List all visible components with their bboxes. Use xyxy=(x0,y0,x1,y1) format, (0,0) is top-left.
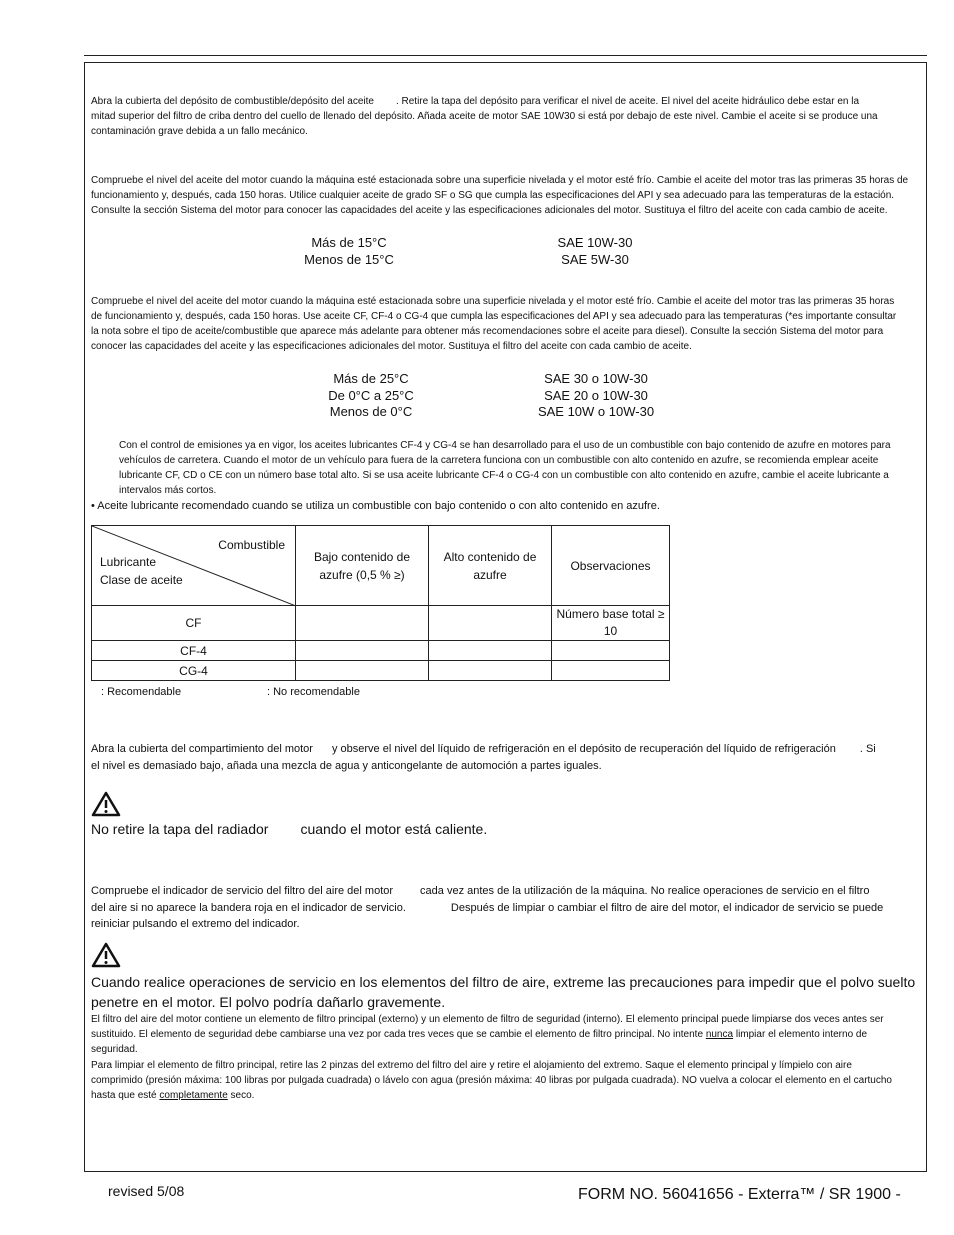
text: completamente xyxy=(159,1090,228,1101)
text: Cuando realice operaciones de servicio en los elementos del filtro de aire, extreme las precauciones para impedir que el polvo suelto xyxy=(91,974,916,990)
warning-icon xyxy=(91,942,121,968)
text: Clase de aceite xyxy=(100,573,183,587)
top-rule xyxy=(84,55,927,56)
form-number: FORM NO. 56041656 - Exterra™ / SR 1900 - xyxy=(578,1186,901,1203)
temp-range: Más de 25°C xyxy=(333,371,409,386)
text: . Retire la tapa del depósito para verificar el nivel de aceite. El nivel del aceite hidráulico debe estar en la xyxy=(395,96,860,107)
text: Compruebe el indicador de servicio del filtro del aire del motor xyxy=(91,885,394,897)
text: lubricante CF, CD o CE con un número base total alto. Si se usa aceite lubricante CF-4 o CG-4 con un combustible con alto contenido en azufre, cambie el aceite lubricante a xyxy=(119,470,889,481)
cleaning-paragraph xyxy=(91,1058,921,1103)
bullet-text: • Aceite lubricante recomendado cuando se utiliza un combustible con bajo contenido o con alto contenido en azufre. xyxy=(91,500,660,512)
coolant-paragraph xyxy=(91,741,921,774)
oil-grade-list-gasoline xyxy=(545,234,645,268)
text: de funcionamiento y, después, cada 150 horas. Use aceite CF, CF-4 o CG-4 que cumpla las especificaciones del API y sea adecuado para las temperaturas (*es importante consultar xyxy=(91,311,897,322)
high-sulfur-cell xyxy=(429,606,552,641)
table-header-row xyxy=(92,526,670,606)
oil-grade: SAE 5W-30 xyxy=(561,252,629,267)
text: seco. xyxy=(230,1090,255,1101)
text: nunca xyxy=(705,1029,734,1040)
oil-grade-list-diesel xyxy=(535,371,657,421)
temperature-list-diesel xyxy=(320,371,422,421)
air-filter-paragraph xyxy=(91,883,921,933)
text: Después de limpiar o cambiar el filtro de aire del motor, el indicador de servicio se puede xyxy=(450,901,884,914)
sulfur-note xyxy=(119,438,919,498)
oil-class-cell: CF xyxy=(92,606,296,641)
column-header-observations: Observaciones xyxy=(552,526,670,606)
table-row xyxy=(92,661,670,681)
corner-label-fuel: Combustible xyxy=(218,538,285,552)
column-header-low-sulfur: Bajo contenido de azufre (0,5 % ≥) xyxy=(296,526,429,606)
temp-range: Menos de 15°C xyxy=(304,252,394,267)
text: del aire si no aparece la bandera roja en el indicador de servicio. xyxy=(91,901,406,914)
text: No retire la tapa del radiador xyxy=(91,821,269,837)
observations-cell: Número base total ≥ 10 xyxy=(552,606,670,641)
low-sulfur-cell xyxy=(296,661,429,681)
text: Abra la cubierta del depósito de combustible/depósito del aceite xyxy=(91,96,374,107)
text: Consulte la sección Sistema del motor para conocer las capacidades del aceite y las especificaciones adicionales del motor. Sustituya el filtro del aceite con cada cambio de aceite. xyxy=(91,205,888,216)
revision-date: revised 5/08 xyxy=(108,1183,185,1199)
oil-grade: SAE 30 o 10W-30 xyxy=(544,371,648,386)
temp-range: Menos de 0°C xyxy=(329,404,413,419)
high-sulfur-cell xyxy=(429,641,552,661)
table-row xyxy=(92,606,670,641)
text: . Si xyxy=(859,743,876,755)
text: intervalos más cortos. xyxy=(119,485,217,496)
text: conocer las capacidades del aceite y las especificaciones adicionales del motor. Sustituya el filtro del aceite con cada cambio de aceite. xyxy=(91,341,692,352)
text: hasta que esté xyxy=(91,1090,157,1101)
text: vehículos de carretera. Cuando el motor de un vehículo para fuera de la carretera funciona con un combustible con alto contenido en azufre, se recomienda emplear aceite xyxy=(119,455,879,466)
text: reiniciar pulsando el extremo del indicador. xyxy=(91,918,300,930)
observations-cell xyxy=(552,661,670,681)
text: Para limpiar el elemento de filtro principal, retire las 2 pinzas del extremo del filtro del aire y retire el alojamiento del extremo. Saque el elemento principal y límpielo con aire xyxy=(91,1060,852,1071)
corner-label-oil xyxy=(100,553,183,589)
filter-elements-paragraph xyxy=(91,1012,921,1057)
oil-grade: SAE 10W-30 xyxy=(557,235,633,250)
text: Compruebe el nivel del aceite del motor cuando la máquina esté estacionada sobre una superficie nivelada y el motor esté frío. Cambie el aceite del motor tras las primeras 35 horas xyxy=(91,296,895,307)
table-row xyxy=(92,641,670,661)
text: sustituido. El elemento de seguridad debe cambiarse una vez por cada tres veces que se cambie el elemento de filtro principal. No intente xyxy=(91,1029,704,1040)
engine-oil-gasoline-paragraph xyxy=(91,173,921,218)
column-header-high-sulfur: Alto contenido de azufre xyxy=(429,526,552,606)
dust-warning xyxy=(91,972,921,1012)
text: mitad superior del filtro de criba dentro del cuello de llenado del depósito. Añada aceite de motor SAE 10W30 si está por debajo de este nivel. Cambie el aceite si se produce una xyxy=(91,111,878,122)
radiator-warning xyxy=(91,819,487,839)
text: funcionamiento y, después, cada 150 horas. Utilice cualquier aceite de grado SF o SG que cumpla las especificaciones del API y sea adecuado para las temperaturas de la estación. xyxy=(91,190,895,201)
text: Con el control de emisiones ya en vigor, los aceites lubricantes CF-4 y CG-4 se han desarrollado para el uso de un combustible con bajo contenido de azufre en motores para xyxy=(119,440,891,451)
low-sulfur-cell xyxy=(296,606,429,641)
text: penetre en el motor. El polvo podría dañarlo gravemente. xyxy=(91,994,446,1010)
diagonal-header-cell xyxy=(92,526,296,606)
text: comprimido (presión máxima: 100 libras por pulgada cuadrada) o lávelo con agua (presión máxima: 40 libras por pulgada cuadrada). NO vuelva a colocar el elemento en el cartucho xyxy=(91,1075,892,1086)
engine-oil-diesel-paragraph xyxy=(91,294,921,354)
text: cada vez antes de la utilización de la máquina. No realice operaciones de servicio en el filtro xyxy=(420,885,870,897)
text: El filtro del aire del motor contiene un elemento de filtro principal (externo) y un elemento de filtro de seguridad (interno). El elemento principal puede limpiarse dos veces antes ser xyxy=(91,1014,884,1025)
text: contaminación grave debida a un fallo mecánico. xyxy=(91,126,308,137)
lubricant-table xyxy=(91,525,670,681)
hydraulic-oil-paragraph xyxy=(91,94,921,139)
text: Lubricante xyxy=(100,555,157,569)
warning-icon xyxy=(91,791,121,817)
oil-grade: SAE 10W o 10W-30 xyxy=(537,404,655,419)
oil-class-cell: CG-4 xyxy=(92,661,296,681)
observations-cell xyxy=(552,641,670,661)
legend-recommended: : Recomendable xyxy=(101,686,182,698)
text: Compruebe el nivel del aceite del motor cuando la máquina esté estacionada sobre una superficie nivelada y el motor esté frío. Cambie el aceite del motor tras las primeras 35 horas de xyxy=(91,175,909,186)
oil-grade: SAE 20 o 10W-30 xyxy=(544,387,648,403)
text: la nota sobre el tipo de aceite/combustible que aparece más adelante para obtener más recomendaciones sobre el aceite para diesel). Consulte la sección Sistema del motor para xyxy=(91,326,884,337)
text: el nivel es demasiado bajo, añada una mezcla de agua y anticongelante de automoción a partes iguales. xyxy=(91,759,602,772)
text: Abra la cubierta del compartimiento del motor xyxy=(91,743,313,755)
temperature-list-gasoline xyxy=(300,234,398,268)
text: limpiar el elemento interno de xyxy=(735,1029,868,1040)
high-sulfur-cell xyxy=(429,661,552,681)
text: y observe el nivel del líquido de refrigeración en el depósito de recuperación del líquido de refrigeración xyxy=(331,743,836,755)
text: seguridad. xyxy=(91,1044,138,1055)
legend-not-recommended: : No recomendable xyxy=(267,686,360,698)
temp-range: De 0°C a 25°C xyxy=(328,387,414,403)
oil-class-cell: CF-4 xyxy=(92,641,296,661)
low-sulfur-cell xyxy=(296,641,429,661)
text: cuando el motor está caliente. xyxy=(300,821,488,837)
temp-range: Más de 15°C xyxy=(311,235,387,250)
